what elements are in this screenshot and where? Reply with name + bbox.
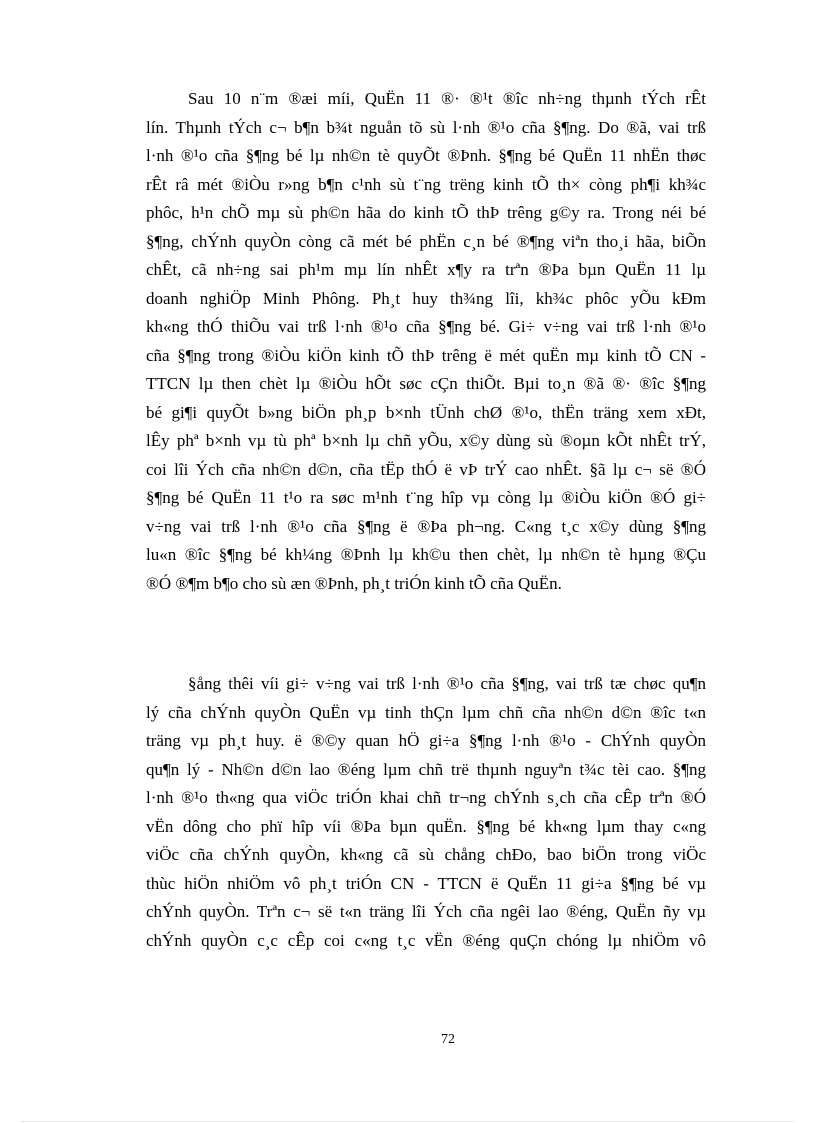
text-line: cña §¶ng trong ®iÒu kiÖn kinh tÕ thÞ trêng ë mét quËn mµ kinh tÕ CN - [146, 345, 706, 365]
page-bottom-divider [22, 1121, 794, 1122]
text-line: rÊt râ mét ®iÒu r»ng b¶n c¹nh sù t¨ng trëng kinh tÕ th× còng ph¶i kh¾c [146, 174, 706, 194]
text-line: vËn dông cho phï hîp víi ®Þa bµn quËn. §¶ng bé kh«ng lµm thay c«ng [146, 816, 706, 836]
text-line: bé gi¶i quyÕt b»ng biÖn ph¸p b×nh tÜnh chØ ®¹o, thËn träng xem xÐt, [146, 402, 706, 422]
paragraph-1 [146, 85, 706, 598]
text-line: coi lîi Ých cña nh©n d©n, cña tËp thÓ ë vÞ trÝ cao nhÊt. §ã lµ c¬ së ®Ó [146, 459, 706, 479]
page-number: 72 [441, 1032, 455, 1047]
text-line: qu¶n lý - Nh©n d©n lao ®éng lµm chñ trë thµnh nguyªn t¾c tèi cao. §¶ng [146, 759, 706, 779]
text-line: phôc, h¹n chÕ mµ sù ph©n hãa do kinh tÕ thÞ trêng g©y ra. Trong néi bé [146, 203, 706, 222]
text-line: chÝnh quyÒn. Trªn c¬ së t«n träng lîi Ých cña ngêi lao ®éng, QuËn ñy vµ [146, 902, 706, 921]
text-line: §¶ng, chÝnh quyÒn còng cã mét bé phËn c¸n bé ®¶ng viªn tho¸i hãa, biÕn [146, 231, 706, 251]
text-line: §ång thêi víi gi÷ v÷ng vai trß l·nh ®¹o cña §¶ng, vai trß tæ chøc qu¶n [188, 674, 706, 693]
text-line: v÷ng vai trß l·nh ®¹o cña §¶ng ë ®Þa ph¬ng. C«ng t¸c x©y dùng §¶ng [146, 516, 706, 536]
text-line: träng vµ ph¸t huy. ë ®©y quan hÖ gi÷a §¶ng l·nh ®¹o - ChÝnh quyÒn [146, 731, 706, 750]
text-line: lín. Thµnh tÝch c¬ b¶n b¾t nguån tõ sù l·nh ®¹o cña §¶ng. Do ®ã, vai trß [146, 117, 706, 137]
text-line: lÊy phª b×nh vµ tù phª b×nh lµ chñ yÕu, x©y dùng sù ®oµn kÕt nhÊt trÝ, [146, 431, 706, 450]
text-line: l·nh ®¹o th«ng qua viÖc triÓn khai chñ tr¬ng chÝnh s¸ch cña cÊp trªn ®Ó [146, 788, 706, 807]
text-line: thùc hiÖn nhiÖm vô ph¸t triÓn CN - TTCN ë QuËn 11 gi÷a §¶ng bé vµ [146, 873, 706, 893]
text-line: §¶ng bé QuËn 11 t¹o ra søc m¹nh t¨ng hîp vµ còng lµ ®iÒu kiÖn ®Ó gi÷ [146, 488, 706, 507]
text-line: TTCN lµ then chèt lµ ®iÒu hÕt søc cÇn thiÕt. Bµi to¸n ®ã ®· ®îc §¶ng [146, 374, 706, 393]
text-line: chÊt, cã nh÷ng sai ph¹m mµ lín nhÊt x¶y ra trªn ®Þa bµn QuËn 11 lµ [146, 260, 706, 279]
text-line: Sau 10 n¨m ®æi míi, QuËn 11 ®· ®¹t ®îc nh÷ng thµnh tÝch rÊt [188, 89, 706, 108]
text-line: lu«n ®îc §¶ng bé kh¼ng ®Þnh lµ kh©u then chèt, lµ nh©n tè hµng ®Çu [146, 545, 706, 564]
text-line: ®Ó ®¶m b¶o cho sù æn ®Þnh, ph¸t triÓn kinh tÕ cña QuËn. [146, 573, 562, 593]
text-line: lý cña chÝnh quyÒn QuËn vµ tinh thÇn lµm chñ cña nh©n d©n ®îc t«n [146, 702, 706, 722]
text-line: doanh nghiÖp Minh Phông. Ph¸t huy th¾ng lîi, kh¾c phôc yÕu kÐm [146, 288, 706, 308]
text-line: kh«ng thÓ thiÕu vai trß l·nh ®¹o cña §¶ng bé. Gi÷ v÷ng vai trß l·nh ®¹o [146, 317, 706, 336]
paragraph-2 [146, 670, 706, 955]
text-line: chÝnh quyÒn c¸c cÊp coi c«ng t¸c vËn ®éng quÇn chóng lµ nhiÖm vô [146, 930, 706, 950]
text-line: viÖc cña chÝnh quyÒn, kh«ng cã sù chång chÐo, bao biÖn trong viÖc [146, 845, 706, 864]
text-line: l·nh ®¹o cña §¶ng bé lµ nh©n tè quyÕt ®Þnh. §¶ng bé QuËn 11 nhËn thøc [146, 146, 706, 165]
